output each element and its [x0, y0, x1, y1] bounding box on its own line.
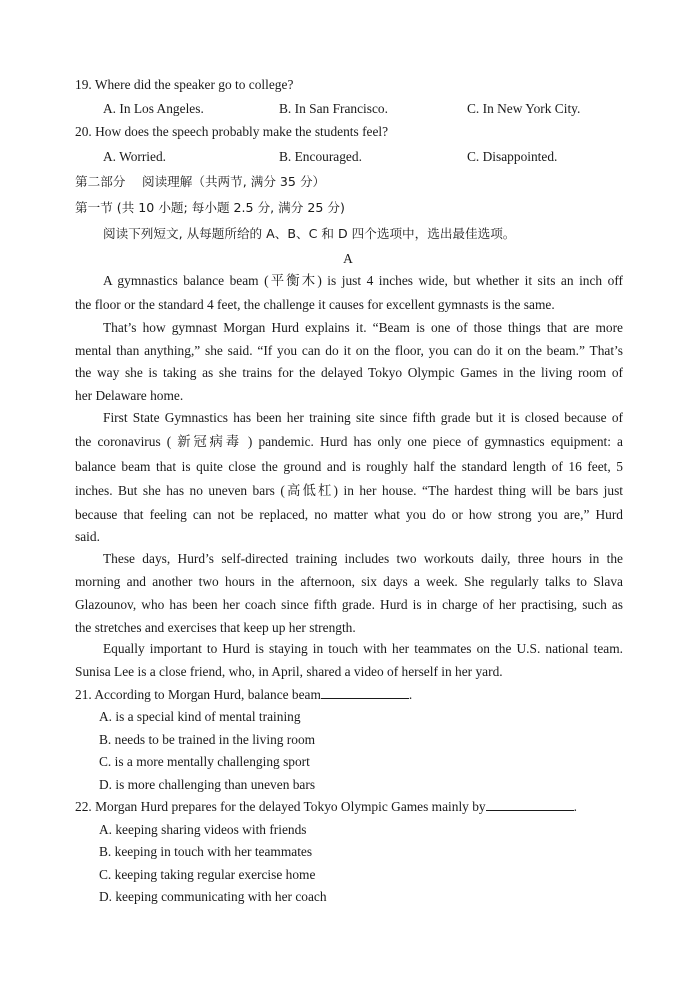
passage-line: Sunisa Lee is a close friend, who, in April, shared a video of herself in her yard. — [75, 664, 503, 679]
passage-line: the way she is taking as she trains for the delayed Tokyo Olympic Games in the living room of — [75, 365, 623, 380]
passage-line: said. — [75, 529, 100, 544]
passage-line: These days, Hurd’s self-directed training includes two workouts daily, three hours in the — [103, 551, 623, 566]
passage-line: the coronavirus ( 新冠病毒 ) pandemic. Hurd has only one piece of gymnastics equipment: a — [75, 434, 623, 449]
reading-instruction: 阅读下列短文, 从每题所给的 A、B、C 和 D 四个选项中，选出最佳选项。 — [103, 226, 516, 241]
passage-line: That’s how gymnast Morgan Hurd explains it. “Beam is one of those things that are more — [103, 320, 623, 335]
question-22-option-b: B. keeping in touch with her teammates — [99, 844, 313, 859]
passage-label: A — [343, 251, 353, 266]
passage-line: Equally important to Hurd is staying in touch with her teammates on the U.S. national team. — [103, 641, 623, 656]
question-22-option-a: A. keeping sharing videos with friends — [99, 822, 307, 837]
question-21-option-a: A. is a special kind of mental training — [99, 709, 301, 724]
section1-heading: 第一节 (共 10 小题; 每小题 2.5 分, 满分 25 分) — [75, 200, 345, 215]
part2-heading: 第二部分 阅读理解（共两节, 满分 35 分） — [75, 174, 326, 189]
passage-line: her Delaware home. — [75, 388, 184, 403]
question-20-option-c: C. Disappointed. — [467, 149, 558, 164]
answer-blank — [321, 686, 409, 699]
passage-line: morning and another two hours in the afternoon, six days a week. She regularly talks to Slava — [75, 574, 623, 589]
passage-line: A gymnastics balance beam (平衡木) is just 4 inches wide, but whether it sits an inch off — [103, 273, 623, 288]
question-22-option-d: D. keeping communicating with her coach — [99, 889, 327, 904]
question-21-stem: 21. According to Morgan Hurd, balance beam . — [75, 687, 413, 702]
passage-line: inches. But she has no uneven bars (高低杠) in her house. “The hardest thing will be bars just — [75, 483, 623, 498]
passage-line: balance beam that is quite close the ground and is roughly half the standard length of 16 feet, 5 — [75, 459, 623, 474]
question-21-option-d: D. is more challenging than uneven bars — [99, 777, 316, 792]
question-19-option-c: C. In New York City. — [467, 101, 581, 116]
question-21-option-b: B. needs to be trained in the living room — [99, 732, 316, 747]
question-19-option-b: B. In San Francisco. — [279, 101, 388, 116]
question-22-option-c: C. keeping taking regular exercise home — [99, 867, 316, 882]
passage-line: mental than anything,” she said. “If you can do it on the floor, you can do it on the beam.” That’s — [75, 343, 623, 358]
question-19-option-a: A. In Los Angeles. — [103, 101, 204, 116]
question-22-stem: 22. Morgan Hurd prepares for the delayed Tokyo Olympic Games mainly by . — [75, 799, 577, 814]
passage-line: because that feeling can not be replaced, no matter what you do or how strong you are,” Hurd — [75, 507, 623, 522]
answer-blank — [486, 798, 574, 811]
question-20-option-a: A. Worried. — [103, 149, 167, 164]
question-20-stem: 20. How does the speech probably make the students feel? — [75, 124, 389, 139]
passage-line: the floor or the standard 4 feet, the challenge it causes for excellent gymnasts is the same. — [75, 297, 555, 312]
passage-line: the stretches and exercises that keep up her strength. — [75, 620, 356, 635]
question-19-stem: 19. Where did the speaker go to college? — [75, 77, 294, 92]
passage-line: First State Gymnastics has been her training site since fifth grade but it is closed because of — [103, 410, 623, 425]
passage-line: Glazounov, who has been her coach since fifth grade. Hurd is in charge of her practising, such as — [75, 597, 623, 612]
question-20-option-b: B. Encouraged. — [279, 149, 362, 164]
question-21-option-c: C. is a more mentally challenging sport — [99, 754, 310, 769]
